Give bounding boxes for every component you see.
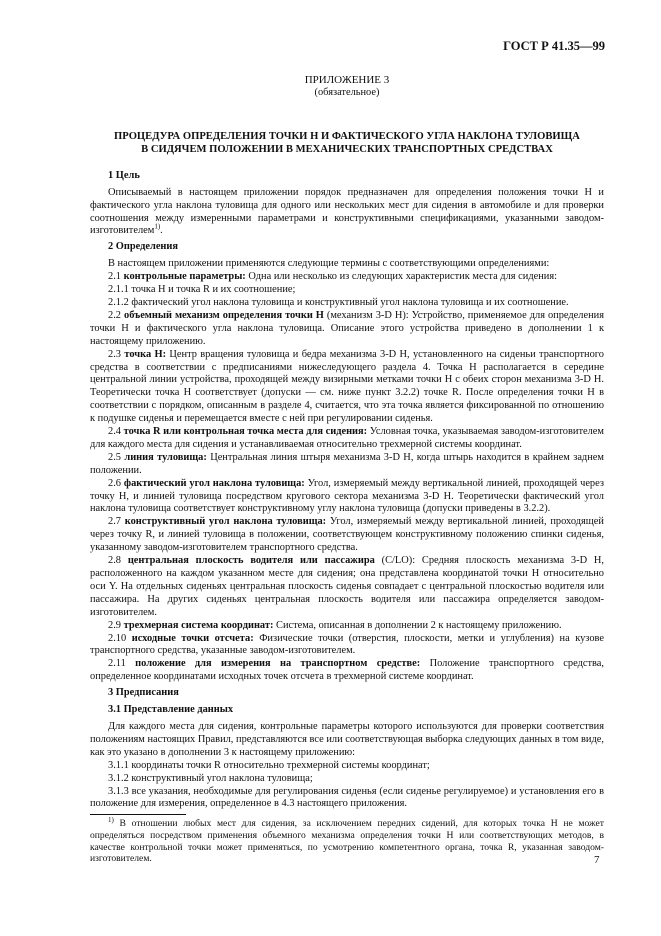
section-2-intro: В настоящем приложении применяются следующие термины с соответствующими определениями:: [108, 258, 550, 270]
definition-2-6: 2.6 фактический угол наклона туловища: Угол, измеряемый между вертикальной линией, проходящей через точку H, и линией туловища посредством кругового сектора механизма 3-D H. Теоретически фактический угол наклона туловища соответствует конструктивному углу наклона туловища (допуски приведены в 3.2.2).: [90, 477, 604, 515]
section-1-heading: 1 Цель: [108, 169, 140, 181]
definition-2-3: 2.3 точка H: Центр вращения туловища и бедра механизма 3-D H, установленного на сиденьи транспортного средства в соответствии с предписаниями нижеследующего раздела 4. Точка H располагается в середине центральной линии устройства, проходящей между визирными метками точки H с обеих сторон механизма 3-D H. Теоретически точка H соответствует (допуски — см. ниже пункт 3.2.2) точке R. После определения точки H в соответствии с порядком, описанным в разделе 4, считается, что эта точка является фиксированной по отношению к подушке сиденья и перемещается вместе с ней при регулировании сиденья.: [90, 348, 604, 425]
definition-2-7: 2.7 конструктивный угол наклона туловища: Угол, измеряемый между вертикальной линией, проходящей через точку R, и линией туловища в положении, соответствующем конструктивному положению спинки сиденья, указанному заводом-изготовителем транспортного средства.: [90, 516, 604, 554]
item-3-1-3: 3.1.3 все указания, необходимые для регулирования сиденья (если сиденье регулируемое) и установления его в положение для измерения, определенное в 4.3 настоящего приложения.: [90, 785, 604, 810]
definition-2-4: 2.4 точка R или контрольная точка места для сидения: Условная точка, указываемая заводом-изготовителем для каждого места для сидения и устанавливаемая относительно трехмерной системы координат.: [90, 426, 604, 450]
annex-status: (обязательное): [314, 86, 380, 98]
footnote: [90, 818, 604, 864]
definition-2-1: 2.1 контрольные параметры: Одна или несколько из следующих характеристик места для сидения:: [108, 271, 558, 283]
item-3-1-1: 3.1.1 координаты точки R относительно трехмерной системы координат;: [108, 759, 430, 771]
definition-2-5: 2.5 линия туловища: Центральная линия штыря механизма 3-D H, когда штырь находится в крайнем заднем положении.: [90, 451, 604, 476]
definition-2-1-2: 2.1.2 фактический угол наклона туловища и конструктивный угол наклона туловища и их соотношение.: [108, 296, 569, 308]
section-1-text: Описываемый в настоящем приложении порядок предназначен для определения положения точки H и фактического угла наклона туловища для одного или нескольких мест для сидения в автомобиле и для проверки соотношения между измеренными параметрами и конструктивными спецификациями, указанными заводом-изготовителем$^{1)}$.: [90, 186, 604, 237]
definition-2-2: 2.2 объемный механизм определения точки H (механизм 3-D H): Устройство, применяемое для определения точки H и фактического угла наклона туловища. Описание этого устройства приведено в дополнении 1 к настоящему приложению.: [90, 309, 604, 347]
definition-2-8: 2.8 центральная плоскость водителя или пассажира (C/LO): Средняя плоскость механизма 3-D H, расположенного на каждом указанном месте для сидения; она представлена координатой точки H относительно оси Y. На отдельных сиденьях центральная плоскость сиденья совпадает с центральной плоскостью водителя или пассажира. На других сиденьях центральная плоскость водителя или пассажира определяется заводом-изготовителем.: [90, 555, 604, 618]
definition-2-10: 2.10 исходные точки отсчета: Физические точки (отверстия, плоскости, метки и углубления) на кузове транспортного средства, указанные заводом-изготовителем.: [90, 632, 604, 657]
definition-2-9: 2.9 трехмерная система координат: Система, описанная в дополнении 2 к настоящему приложению.: [108, 619, 562, 631]
page-number: 7: [594, 854, 600, 866]
section-2-heading: 2 Определения: [108, 241, 179, 253]
footnote-text: В отношении любых мест для сидения, за исключением передних сидений, для которых точка H не может определяться посредством применения объемного механизма определения точки H или соответствующих методов, в качестве контрольной точки может применяться, по усмотрению компетентного органа, точка R, указанная заводом-изготовителем.: [90, 818, 604, 865]
standard-number: ГОСТ Р 41.35—99: [503, 39, 605, 53]
section-3-1-heading: 3.1 Представление данных: [108, 704, 234, 716]
title-line-1: ПРОЦЕДУРА ОПРЕДЕЛЕНИЯ ТОЧКИ H И ФАКТИЧЕСКОГО УГЛА НАКЛОНА ТУЛОВИЩА: [114, 130, 580, 142]
definition-2-11: 2.11 положение для измерения на транспортном средстве: Положение транспортного средства, определенное координатами исходных точек отсчета в трехмерной системе координат.: [90, 658, 604, 683]
footnote-separator: [90, 814, 186, 815]
footnote-mark: 1): [108, 816, 114, 825]
definition-2-1-1: 2.1.1 точка H и точка R и их соотношение;: [108, 284, 296, 296]
page-content: [90, 74, 604, 865]
footnote-ref: 1): [154, 222, 161, 231]
annex-label: ПРИЛОЖЕНИЕ 3: [304, 74, 390, 86]
title-line-2: В СИДЯЧЕМ ПОЛОЖЕНИИ В МЕХАНИЧЕСКИХ ТРАНСПОРТНЫХ СРЕДСТВАХ: [141, 144, 553, 156]
section-3-heading: 3 Предписания: [108, 687, 179, 699]
item-3-1-2: 3.1.2 конструктивный угол наклона туловища;: [108, 772, 313, 784]
section-3-1-text: Для каждого места для сидения, контрольные параметры которого используются для проверки соответствия положениям настоящих Правил, представляются все или соответствующая выборка следующих данных в том виде, как это указано в дополнении 3 к настоящему приложению:: [90, 720, 604, 758]
annex-title: [90, 130, 604, 157]
